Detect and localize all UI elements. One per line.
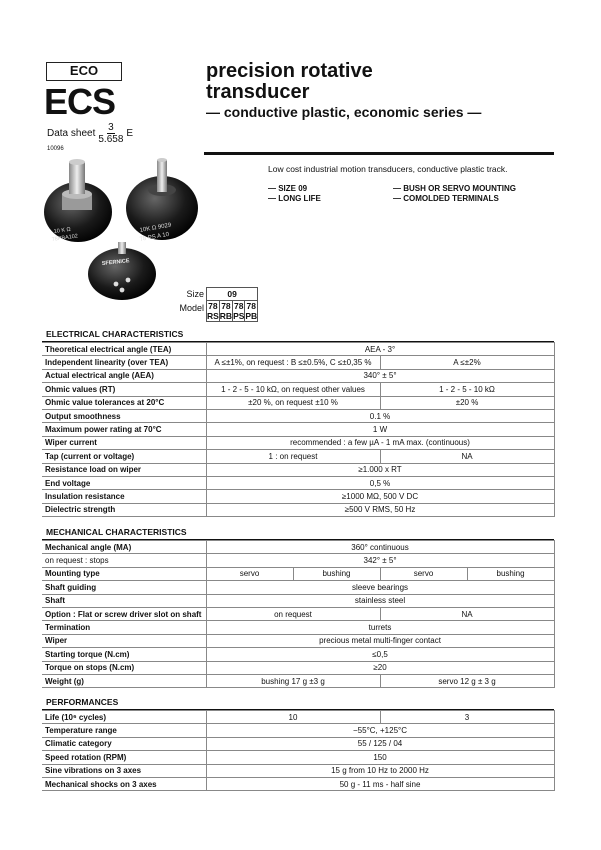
feature-mounting: — BUSH OR SERVO MOUNTING xyxy=(393,184,516,193)
datasheet-numerator: 3 xyxy=(108,122,114,133)
title-line-2: transducer xyxy=(206,81,310,103)
table-row: Speed rotation (RPM) 150 xyxy=(42,751,554,764)
model-78rs: 78 RS xyxy=(207,301,219,321)
table-row: Weight (g) bushing 17 g ±3 g servo 12 g ± 3 g xyxy=(42,674,554,687)
title-line-1: precision rotative xyxy=(206,60,373,82)
table-row: Tap (current or voltage) 1 : on request NA xyxy=(42,450,554,463)
potentiometer-rear-photo xyxy=(88,242,156,300)
photo1-label-a: 10 K Ω xyxy=(53,226,72,235)
model-78ps: 78 PS xyxy=(233,301,245,321)
datasheet-denominator: 5.658 xyxy=(98,134,124,145)
feature-terminals: — COMOLDED TERMINALS xyxy=(393,194,499,203)
table-row: Resistance load on wiper ≥1.000 x RT xyxy=(42,463,554,476)
table-row: End voltage 0,5 % xyxy=(42,476,554,489)
photo3-brand: SFERNICE xyxy=(101,258,130,267)
table-row: Life (10⁶ cycles) 10 3 xyxy=(42,711,554,724)
table-row: Dielectric strength ≥500 V RMS, 50 Hz xyxy=(42,503,554,516)
model-78pb: 78 PB xyxy=(245,301,258,321)
subtitle: — conductive plastic, economic series — xyxy=(206,104,482,120)
table-row: Sine vibrations on 3 axes 15 g from 10 Hz to 2000 Hz xyxy=(42,764,554,777)
performances-title: PERFORMANCES xyxy=(46,697,119,707)
model-label: Model xyxy=(179,303,204,313)
mechanical-table xyxy=(42,540,555,688)
table-row: Mechanical angle (MA) 360° continuous xyxy=(42,541,554,554)
table-row: Torque on stops (N.cm) ≥20 xyxy=(42,661,554,674)
size-model-table xyxy=(206,287,258,322)
feature-life: — LONG LIFE xyxy=(268,194,321,203)
table-row: Insulation resistance ≥1000 MΩ, 500 V DC xyxy=(42,490,554,503)
potentiometer-bushing-photo xyxy=(44,159,112,243)
datasheet-fraction xyxy=(98,122,123,145)
product-photos xyxy=(36,150,236,300)
table-row: Shaft stainless steel xyxy=(42,594,554,607)
table-row: Shaft guiding sleeve bearings xyxy=(42,581,554,594)
eco-badge: ECO xyxy=(46,62,122,81)
table-row: Wiper precious metal multi-finger contact xyxy=(42,634,554,647)
datasheet-suffix: E xyxy=(126,128,134,139)
document-code: 10096 xyxy=(47,146,64,152)
datasheet-reference xyxy=(47,122,133,145)
electrical-title: ELECTRICAL CHARACTERISTICS xyxy=(46,329,184,339)
product-description: Low cost industrial motion transducers, conductive plastic track. xyxy=(268,164,508,174)
size-value: 09 xyxy=(207,288,258,301)
electrical-table xyxy=(42,342,555,517)
photo1-label-b: 78PBA102 xyxy=(51,233,79,243)
table-row: Climatic category 55 / 125 / 04 xyxy=(42,737,554,750)
table-row: Termination turrets xyxy=(42,621,554,634)
table-row: Option : Flat or screw driver slot on shaft on request NA xyxy=(42,607,554,620)
feature-size: — SIZE 09 xyxy=(268,184,308,193)
model-78rb: 78 RB xyxy=(219,301,233,321)
table-row: Output smoothness 0.1 % xyxy=(42,409,554,422)
datasheet-label: Data sheet xyxy=(47,128,96,139)
potentiometer-servo-photo xyxy=(126,158,198,243)
table-row: Actual electrical angle (AEA) 340° ± 5° xyxy=(42,369,554,382)
table-row: Theoretical electrical angle (TEA) AEA - 3° xyxy=(42,343,554,356)
size-label: Size xyxy=(186,289,204,299)
table-row: Mechanical shocks on 3 axes 50 g - 11 ms - half sine xyxy=(42,777,554,790)
table-row: Temperature range −55°C, +125°C xyxy=(42,724,554,737)
table-row: on request : stops 342° ± 5° xyxy=(42,554,554,567)
mechanical-title: MECHANICAL CHARACTERISTICS xyxy=(46,527,187,537)
photo2-label-b: 78 PS A 10 xyxy=(139,231,170,243)
table-row: Starting torque (N.cm) ≤0,5 xyxy=(42,648,554,661)
photo2-label-a: 10K Ω 9029 xyxy=(139,222,172,234)
table-row: Maximum power rating at 70°C 1 W xyxy=(42,423,554,436)
title-rule xyxy=(204,152,554,155)
table-row: Mounting type servo bushing servo bushing xyxy=(42,567,554,580)
performances-table xyxy=(42,710,555,791)
table-row: Ohmic values (RT) 1 - 2 - 5 - 10 kΩ, on request other values 1 - 2 - 5 - 10 kΩ xyxy=(42,383,554,396)
product-code: ECS xyxy=(44,81,116,122)
table-row: Independent linearity (over TEA) A ≤±1%, on request : B ≤±0.5%, C ≤±0,35 % A ≤±2% xyxy=(42,356,554,369)
table-row: Ohmic value tolerances at 20°C ±20 %, on request ±10 % ±20 % xyxy=(42,396,554,409)
table-row: Wiper current recommended : a few µA - 1 mA max. (continuous) xyxy=(42,436,554,449)
